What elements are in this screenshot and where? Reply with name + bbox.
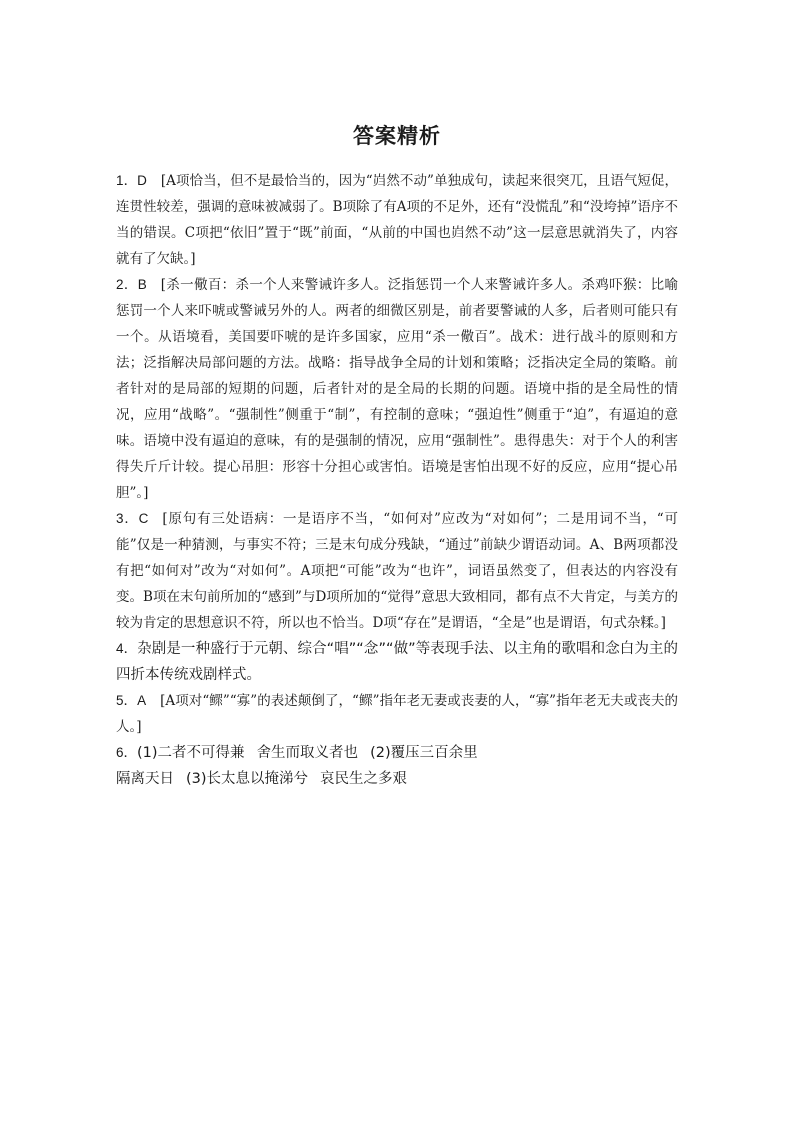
item-6-part-6: 哀民生之多艰 xyxy=(320,771,408,787)
answer-item-4 xyxy=(116,636,678,688)
answer-list xyxy=(116,168,678,792)
item-6-part-1: (1)二者不可得兼 xyxy=(137,745,245,761)
item-number: 1． xyxy=(116,173,138,188)
item-6-line-1 xyxy=(116,740,678,766)
item-explanation: [原句有三处语病：一是语序不当，“如何对”应改为“对如何”；二是用词不当，“可能”仅是一种猜测，与事实不符；三是末句成分残缺，“通过”前缺少谓语动词。A、B两项都没有把“如何对”改为“对如何”。A项把“可能”改为“也许”，词语虽然变了，但表达的内容没有变。B项在末句前所加的“感到”与D项所加的“觉得”意思大致相同，都有点不大肯定，与美方的较为肯定的思想意识不符，所以也不恰当。D项“存在”是谓语，“全是”也是谓语，句式杂糅。] xyxy=(116,511,678,631)
item-number: 3． xyxy=(116,511,139,526)
item-6-part-4: 隔离天日 xyxy=(116,771,174,787)
item-6-part-2: 舍生而取义者也 xyxy=(256,745,359,761)
item-6-part-3: (2)覆压三百余里 xyxy=(370,745,478,761)
item-6-part-5: (3)长太息以掩涕兮 xyxy=(186,771,309,787)
item-answer: B xyxy=(137,277,147,292)
item-answer: C xyxy=(138,511,149,526)
item-number: 2． xyxy=(116,277,138,292)
item-explanation: [A项恰当，但不是最恰当的，因为“岿然不动”单独成句，读起来很突兀，且语气短促，连贯性较差，强调的意味被减弱了。B项除了有A项的不足外，还有“没慌乱”和“没垮掉”语序不当的错误。C项把“依旧”置于“既”前面，“从前的中国也岿然不动”这一层意思就消失了，内容就有了欠缺。] xyxy=(116,173,678,267)
item-explanation: [杀一儆百：杀一个人来警诫许多人。泛指惩罚一个人来警诫许多人。杀鸡吓猴：比喻惩罚一个人来吓唬或警诫另外的人。两者的细微区别是，前者要警诫的人多，后者则可能只有一个。从语境看，美国要吓唬的是许多国家，应用“杀一儆百”。战术：进行战斗的原则和方法；泛指解决局部问题的方法。战略：指导战争全局的计划和策略；泛指决定全局的策略。前者针对的是局部的短期的问题，后者针对的是全局的长期的问题。语境中指的是全局性的情况，应用“战略”。“强制性”侧重于“制”，有控制的意味；“强迫性”侧重于“迫”，有逼迫的意味。语境中没有逼迫的意味，有的是强制的情况，应用“强制性”。患得患失：对于个人的利害得失斤斤计较。提心吊胆：形容十分担心或害怕。语境是害怕出现不好的反应，应用“提心吊胆”。] xyxy=(116,277,678,501)
page-title: 答案精析 xyxy=(353,124,441,148)
item-answer: D xyxy=(137,173,147,188)
item-6-line-2 xyxy=(116,766,678,792)
item-explanation: [A项对“鳏”“寡”的表述颠倒了，“鳏”指年老无妻或丧妻的人，“寡”指年老无夫或丧夫的人。] xyxy=(116,693,678,735)
item-number: 5． xyxy=(116,693,138,708)
answer-item-1 xyxy=(116,168,678,272)
answer-item-5 xyxy=(116,688,678,740)
answer-item-6 xyxy=(116,740,678,792)
item-answer: A xyxy=(137,693,147,708)
answer-item-2 xyxy=(116,272,678,506)
answer-item-3 xyxy=(116,506,678,636)
item-number: 6． xyxy=(116,745,138,760)
item-number: 4． xyxy=(116,641,138,656)
item-explanation: 杂剧是一种盛行于元朝、综合“唱”“念”“做”等表现手法、以主角的歌唱和念白为主的四折本传统戏剧样式。 xyxy=(116,641,678,683)
